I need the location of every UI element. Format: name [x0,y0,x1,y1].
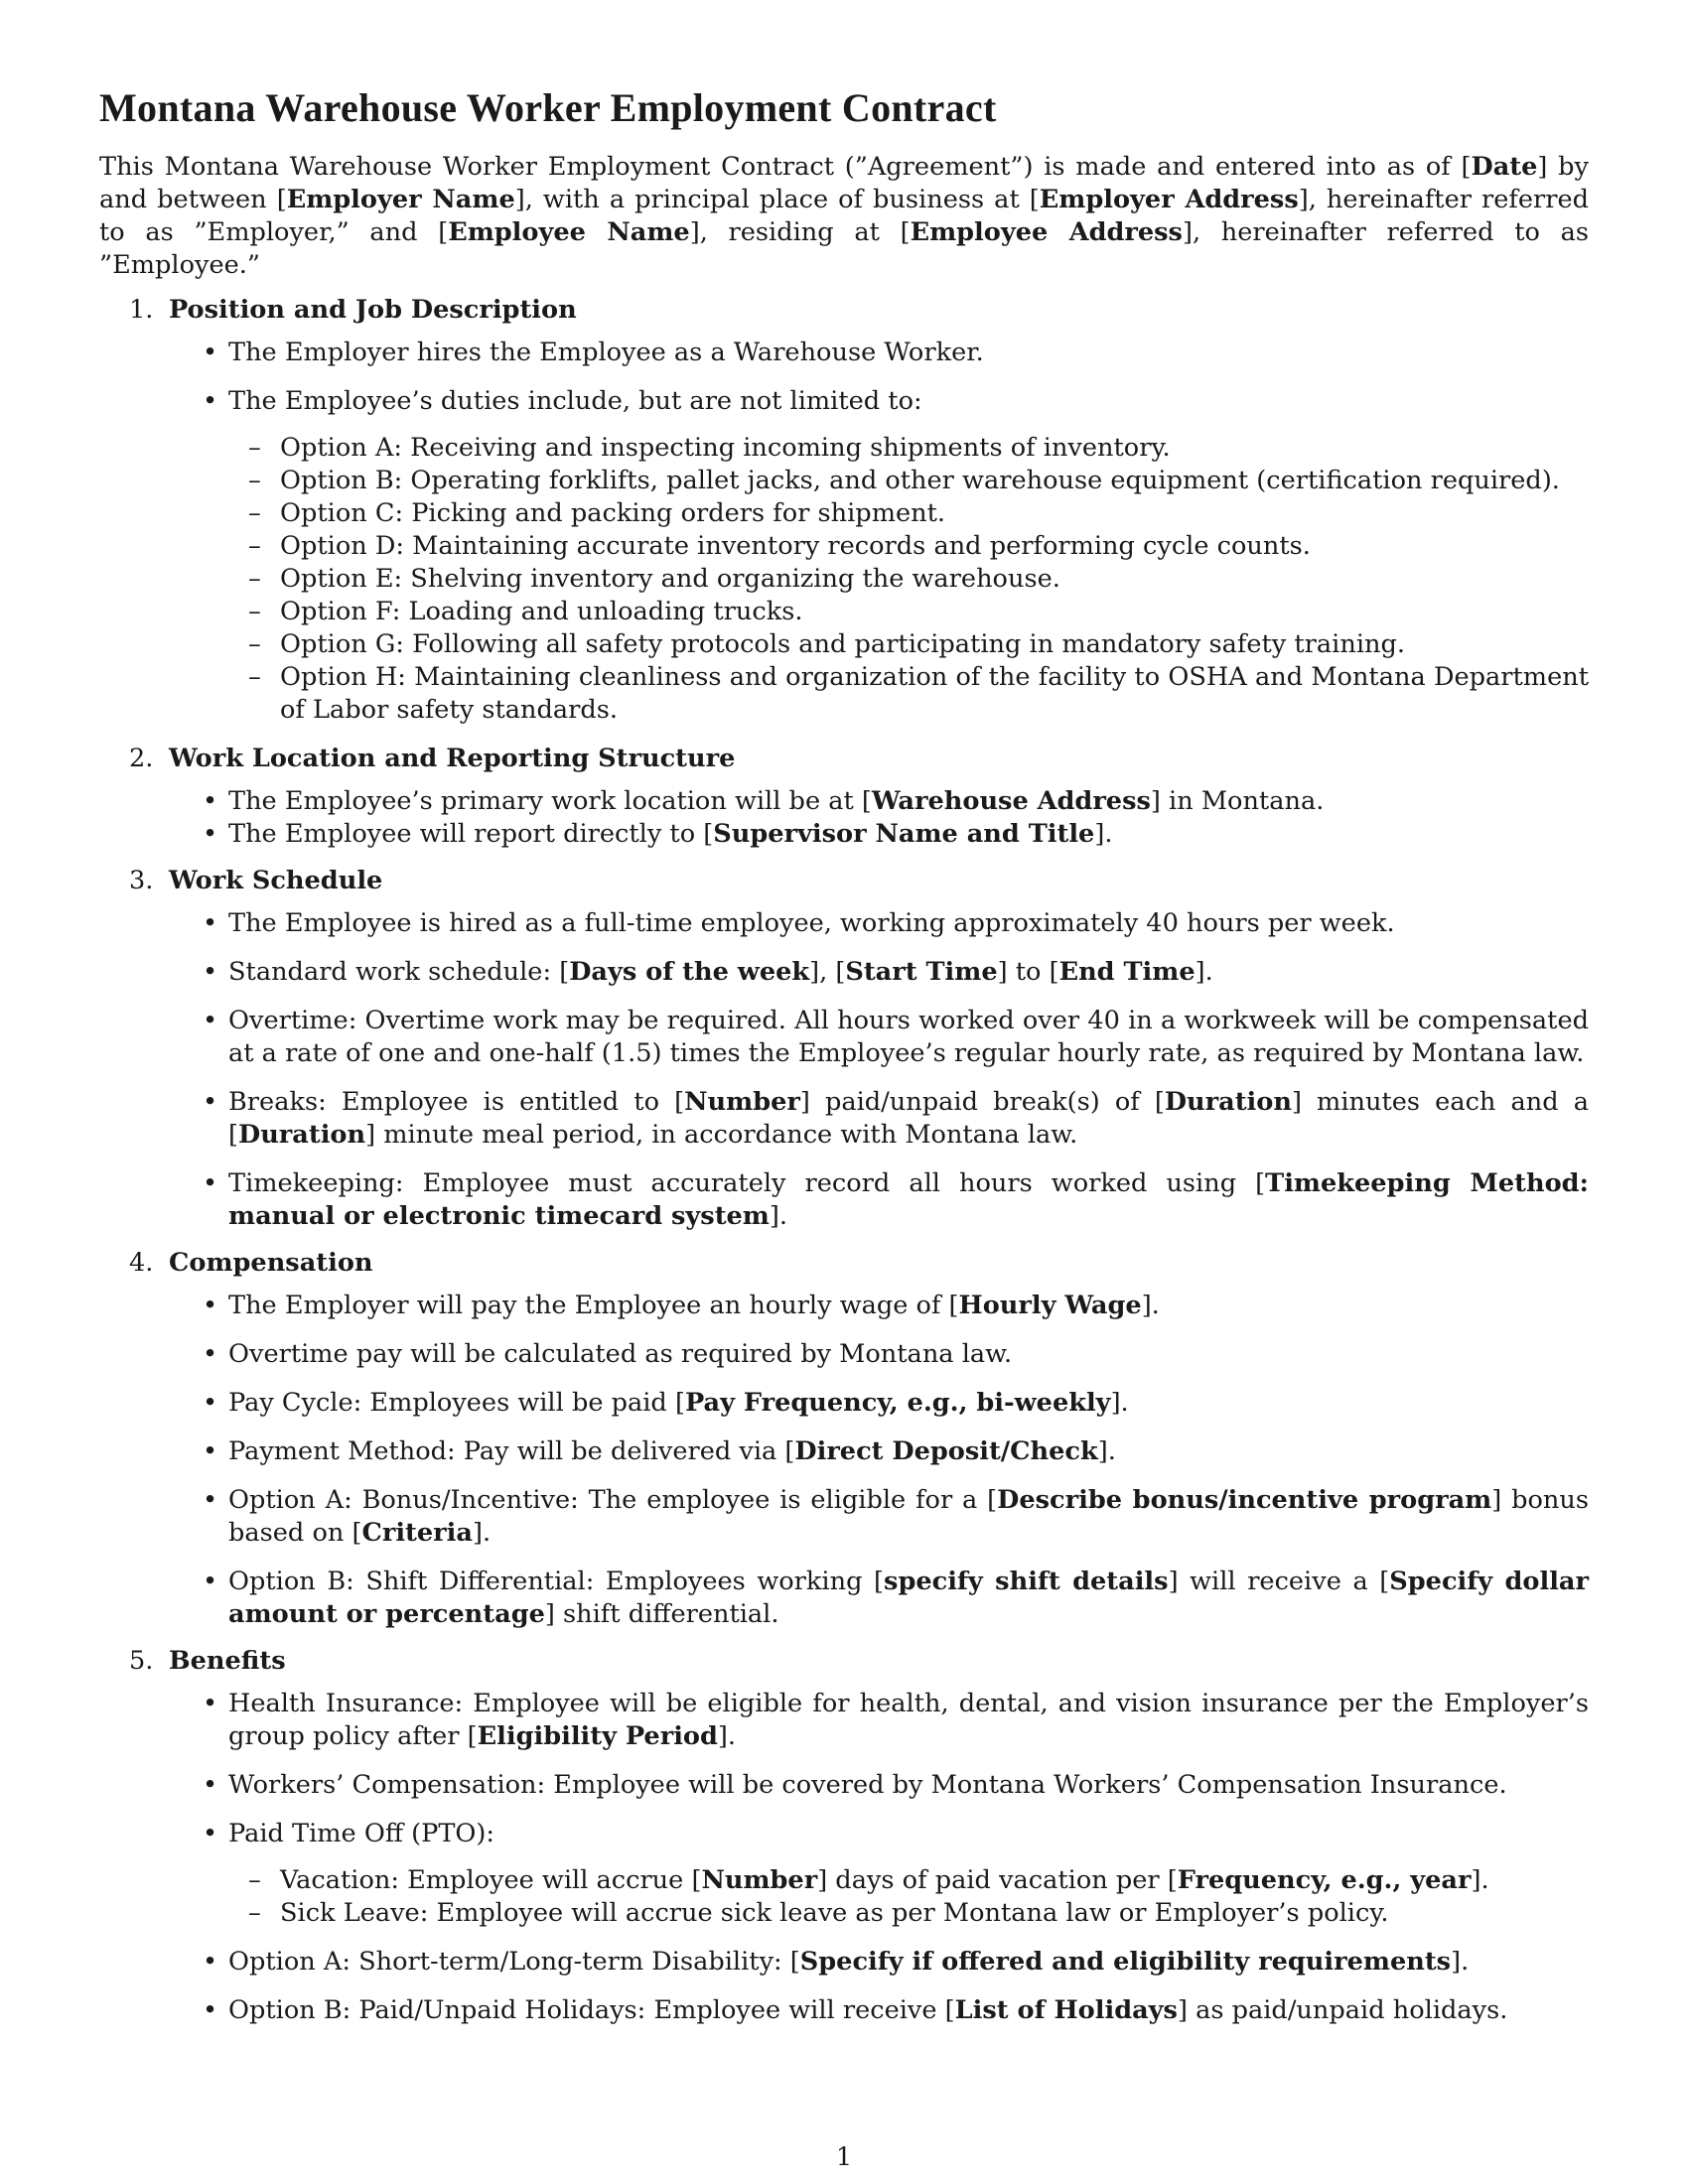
disability-placeholder: Specify if offered and eligibility requirements [799,1947,1452,1977]
bullet-list [169,1290,1589,1631]
section-title: Compensation [169,1248,373,1278]
employee-address-placeholder: Employee Address [910,217,1183,247]
option-item: – Option D: Maintaining accurate inventory records and performing cycle counts. [248,531,1311,561]
bullet-icon: • [203,1995,218,2025]
list-item: • The Employee is hired as a full-time employee, working approximately 40 hours per week. [203,908,1395,938]
section-number: 1. [129,295,154,325]
bullet-list [169,337,1589,727]
bullet-icon: • [203,386,218,416]
employer-name-placeholder: Employer Name [286,185,515,214]
dash-icon: – [248,531,261,561]
option-item: – Option G: Following all safety protocols and participating in mandatory safety training. [248,629,1406,659]
section-work-location [99,743,1589,851]
list-item: • Paid Time Off (PTO): – Vacation: Employee will accrue [Number] days of paid vacation per [Frequency, e.g., year]. – Sick Leave: Employee will accrue sick leave as per Montana law or Employer’s policy. [169,1818,1589,1930]
list-item: • Timekeeping: Employee must accurately record all hours worked using [Timekeeping Method: manual or electronic timecard system]. [203,1168,1589,1231]
bonus-criteria-placeholder: Criteria [361,1518,473,1548]
bullet-icon: • [203,1168,218,1198]
vacation-days-placeholder: Number [701,1865,818,1895]
bullet-icon: • [203,1339,218,1369]
section-number: 5. [129,1646,154,1676]
section-work-schedule [99,865,1589,1233]
dash-icon: – [248,629,261,659]
bullet-icon: • [203,1567,218,1596]
option-item: – Option E: Shelving inventory and organizing the warehouse. [248,564,1060,594]
dash-icon: – [248,597,261,626]
list-item: • The Employee’s primary work location will be at [Warehouse Address] in Montana. [203,786,1325,816]
list-item: • The Employer hires the Employee as a Warehouse Worker. [203,338,984,367]
bullet-icon: • [203,786,218,816]
list-item: • Health Insurance: Employee will be eligible for health, dental, and vision insurance per the Employer’s group policy after [Eligibility Period]. [203,1689,1589,1751]
list-item: • The Employer will pay the Employee an hourly wage of [Hourly Wage]. [203,1291,1160,1320]
duties-options-list [228,432,1589,727]
option-item: – Option B: Operating forklifts, pallet jacks, and other warehouse equipment (certification required). [248,466,1560,495]
hourly-wage-placeholder: Hourly Wage [958,1291,1142,1320]
list-item: • Workers’ Compensation: Employee will be covered by Montana Workers’ Compensation Insurance. [203,1770,1507,1800]
days-placeholder: Days of the week [569,957,810,987]
section-number: 3. [129,866,154,895]
eligibility-period-placeholder: Eligibility Period [477,1721,718,1751]
section-number: 2. [129,744,154,773]
bullet-list [169,1688,1589,2027]
bullet-icon: • [203,338,218,367]
list-item: • Payment Method: Pay will be delivered via [Direct Deposit/Check]. [203,1436,1116,1466]
dash-icon: – [248,433,261,463]
section-compensation [99,1247,1589,1631]
option-item: – Option C: Picking and packing orders for shipment. [248,498,946,528]
list-item: • Pay Cycle: Employees will be paid [Pay Frequency, e.g., bi-weekly]. [203,1388,1129,1418]
pay-frequency-placeholder: Pay Frequency, e.g., bi-weekly [684,1388,1111,1418]
section-position [99,294,1589,727]
bullet-icon: • [203,1485,218,1515]
dash-icon: – [248,1865,261,1895]
contract-page [99,85,1589,2043]
document-title: Montana Warehouse Worker Employment Contract [99,85,997,130]
bullet-icon: • [203,1947,218,1977]
dash-icon: – [248,1898,261,1928]
section-title: Benefits [169,1646,286,1676]
list-item: • Overtime: Overtime work may be required. All hours worked over 40 in a workweek will be compensated at a rate of one and one-half (1.5) times the Employee’s regular hourly rate, as required by Montana law. [203,1006,1589,1068]
list-item: • Option B: Shift Differential: Employees working [specify shift details] will receive a [Specify dollar amount or percentage] shift differential. [203,1567,1589,1629]
list-item: • Option A: Short-term/Long-term Disability: [Specify if offered and eligibility requirements]. [203,1947,1470,1977]
option-item: – Vacation: Employee will accrue [Number] days of paid vacation per [Frequency, e.g., year]. [248,1865,1489,1895]
date-placeholder: Date [1471,152,1538,182]
section-title: Work Location and Reporting Structure [169,744,736,773]
bonus-program-placeholder: Describe bonus/incentive program [997,1485,1492,1515]
employer-address-placeholder: Employer Address [1039,185,1299,214]
bullet-icon: • [203,819,218,849]
list-item: • The Employee will report directly to [Supervisor Name and Title]. [203,819,1113,849]
vacation-frequency-placeholder: Frequency, e.g., year [1177,1865,1472,1895]
shift-amount-placeholder: Specify dollar amount or percentage [228,1567,1589,1629]
timekeeping-method-placeholder: Timekeeping Method: manual or electronic timecard system [228,1168,1589,1231]
option-item: – Option F: Loading and unloading trucks. [248,597,803,626]
break-duration-placeholder: Duration [1164,1087,1292,1117]
holidays-placeholder: List of Holidays [954,1995,1178,2025]
warehouse-address-placeholder: Warehouse Address [871,786,1151,816]
meal-duration-placeholder: Duration [238,1120,366,1150]
bullet-icon: • [203,957,218,987]
shift-details-placeholder: specify shift details [884,1567,1169,1596]
bullet-icon: • [203,1436,218,1466]
pto-list [228,1864,1589,1930]
bullet-icon: • [203,908,218,938]
end-time-placeholder: End Time [1058,957,1196,987]
start-time-placeholder: Start Time [845,957,998,987]
section-list [99,294,1589,2027]
section-title: Position and Job Description [169,295,577,325]
list-item: • Breaks: Employee is entitled to [Number] paid/unpaid break(s) of [Duration] minutes each and a [Duration] minute meal period, in accordance with Montana law. [203,1087,1590,1150]
break-number-placeholder: Number [684,1087,800,1117]
bullet-list [169,907,1589,1233]
list-item: • Standard work schedule: [Days of the week], [Start Time] to [End Time]. [203,957,1213,987]
list-item: • Overtime pay will be calculated as required by Montana law. [203,1339,1013,1369]
bullet-icon: • [203,1291,218,1320]
page-number: 1 [835,2142,853,2172]
list-item: • Option A: Bonus/Incentive: The employee is eligible for a [Describe bonus/incentive program] bonus based on [Criteria]. [203,1485,1590,1548]
bullet-icon: • [203,1689,218,1718]
employee-name-placeholder: Employee Name [448,217,690,247]
payment-method-placeholder: Direct Deposit/Check [794,1436,1098,1466]
dash-icon: – [248,466,261,495]
option-item: – Option H: Maintaining cleanliness and organization of the facility to OSHA and Montana Department of Labor safety standards. [248,662,1589,725]
list-item: • Option B: Paid/Unpaid Holidays: Employee will receive [List of Holidays] as paid/unpaid holidays. [203,1995,1508,2025]
bullet-icon: • [203,1006,218,1035]
option-item: – Option A: Receiving and inspecting incoming shipments of inventory. [248,433,1171,463]
section-title: Work Schedule [169,866,383,895]
option-item: – Sick Leave: Employee will accrue sick leave as per Montana law or Employer’s policy. [248,1898,1389,1928]
bullet-icon: • [203,1819,218,1848]
bullet-list [169,785,1589,851]
dash-icon: – [248,498,261,528]
dash-icon: – [248,564,261,594]
section-benefits [99,1645,1589,2027]
bullet-icon: • [203,1087,218,1117]
intro-paragraph: This Montana Warehouse Worker Employment Contract (”Agreement”) is made and entered into as of [Date] by and between [Employer Name], with a principal place of business at [Employer Address], hereinafter referred to as ”Employer,” and [Employee Name], residing at [Employee Address], hereinafter referred to as ”Employee.” [99,152,1590,280]
list-item: • The Employee’s duties include, but are not limited to: – Option A: Receiving and inspecting incoming shipments of inventory. – Option B: Operating forklifts, pallet jacks, and other warehouse equipment (certification required). – Option C: Picking and packing orders for shipment. – Option D: Maintaining accurate inventory records and performing cycle counts. – Option E: Shelving inventory and organizing the warehouse. – Option F: Loading and unloading trucks. – Option G: Following all safety protocols and participating in mandatory safety training. – Option H: Maintaining cleanliness and organization of the facility to OSHA and Montana Department of Labor safety standards. [203,386,1589,725]
bullet-icon: • [203,1770,218,1800]
dash-icon: – [248,662,261,692]
bullet-icon: • [203,1388,218,1418]
supervisor-placeholder: Supervisor Name and Title [713,819,1095,849]
section-number: 4. [129,1248,154,1278]
